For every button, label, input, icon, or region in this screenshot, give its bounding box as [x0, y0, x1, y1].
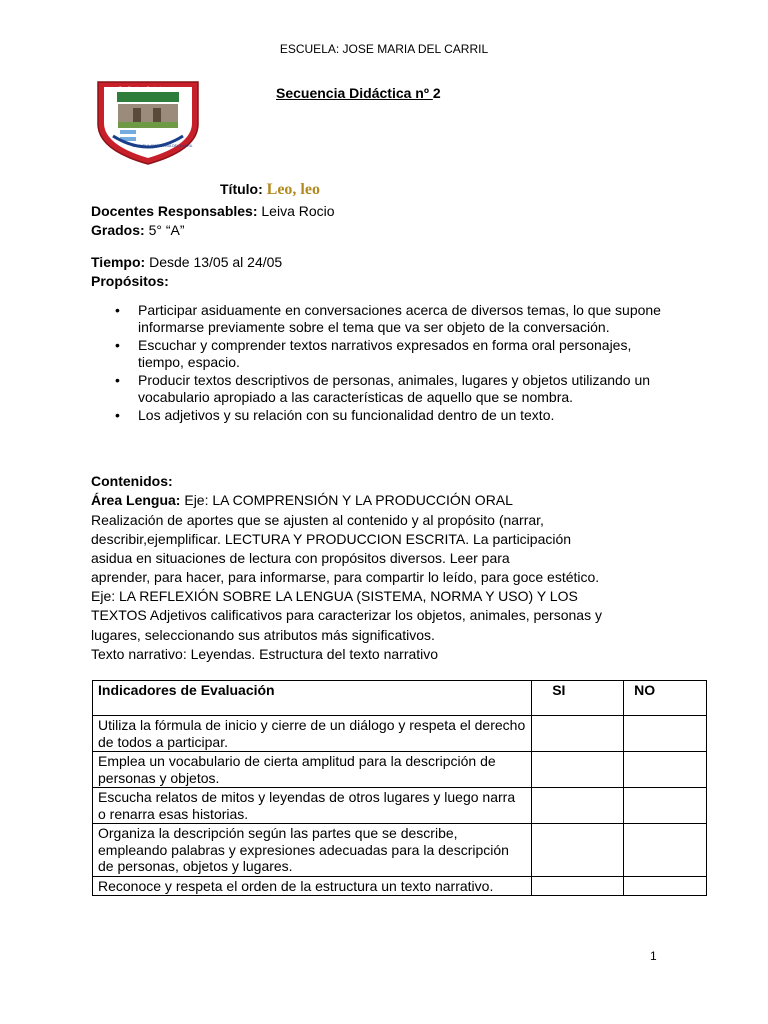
bullet-icon: • [115, 302, 120, 318]
contenidos-label: Contenidos: [91, 473, 173, 489]
header-no: NO [624, 681, 707, 716]
bullet-icon: • [115, 407, 120, 423]
proposito-text: Los adjetivos y su relación con su funcionalidad dentro de un texto. [138, 407, 555, 423]
table-row [93, 752, 707, 788]
table-row [93, 788, 707, 824]
table-row [93, 824, 707, 877]
si-cell [532, 788, 624, 824]
titulo-line [220, 181, 320, 199]
sequence-title-text: Secuencia Didáctica nº [276, 85, 433, 101]
grados-value: 5° “A” [144, 222, 185, 238]
area-label: Área Lengua: [91, 492, 181, 508]
header-indicadores: Indicadores de Evaluación [93, 681, 532, 716]
bullet-icon: • [115, 337, 120, 353]
proposito-text: Escuchar y comprender textos narrativos expresados en forma oral personajes, tiempo, espacio. [138, 337, 632, 370]
tiempo-line [91, 254, 282, 270]
contenidos-line: asidua en situaciones de lectura con propósitos diversos. Leer para [91, 550, 510, 567]
si-cell [532, 716, 624, 752]
tiempo-label: Tiempo: [91, 254, 146, 270]
area-lengua-line [91, 492, 513, 508]
proposito-text: Producir textos descriptivos de personas, animales, lugares y objetos utilizando un vocabulario apropiado a las características de aquello que se nombra. [138, 372, 651, 405]
grados-label: Grados: [91, 222, 145, 238]
logo-top-text: Tres Esquinas. Corrientes [119, 85, 166, 90]
no-cell [624, 824, 707, 877]
no-cell [624, 752, 707, 788]
proposito-text: Participar asiduamente en conversaciones acerca de diversos temas, lo que supone informarse previamente sobre el tema que va ser objeto de la conversación. [138, 302, 661, 335]
contenidos-line: lugares, seleccionando sus atributos más significativos. [91, 626, 435, 643]
si-cell [532, 752, 624, 788]
contenidos-line: aprender, para hacer, para informarse, para compartir lo leído, para goce estético. [91, 569, 600, 586]
table-row [93, 716, 707, 752]
list-item [114, 302, 674, 336]
tiempo-value: Desde 13/05 al 24/05 [145, 254, 283, 270]
indicador-cell: Emplea un vocabulario de cierta amplitud para la descripción de personas y objetos. [93, 752, 532, 788]
indicador-cell: Organiza la descripción según las partes que se describe, empleando palabras y expresiones adecuadas para la descripción de personas, objetos y lugares. [93, 824, 532, 877]
indicador-cell: Reconoce y respeta el orden de la estructura un texto narrativo. [93, 876, 532, 896]
indicador-cell: Escucha relatos de mitos y leyendas de otros lugares y luego narra o renarra esas historias. [93, 788, 532, 824]
propositos-label: Propósitos: [91, 273, 169, 289]
indicador-cell: Utiliza la fórmula de inicio y cierre de un diálogo y respeta el derecho de todos a participar. [93, 716, 532, 752]
contenidos-line: TEXTOS Adjetivos calificativos para caracterizar los objetos, animales, personas y [91, 607, 602, 624]
no-cell [624, 716, 707, 752]
contenidos-line: Realización de aportes que se ajusten al contenido y al propósito (narrar, [91, 512, 544, 528]
no-cell [624, 788, 707, 824]
no-cell [624, 876, 707, 896]
list-item [114, 407, 674, 424]
contenidos-line: Eje: LA REFLEXIÓN SOBRE LA LENGUA (SISTEMA, NORMA Y USO) Y LOS [91, 588, 578, 605]
grados-line [91, 222, 185, 238]
si-cell [532, 824, 624, 877]
bullet-icon: • [115, 372, 120, 388]
table-row [93, 876, 707, 896]
evaluation-table [92, 680, 707, 896]
list-item [114, 337, 674, 371]
sequence-title [276, 85, 441, 101]
school-logo [93, 78, 203, 166]
area-value: Eje: LA COMPRENSIÓN Y LA PRODUCCIÓN ORAL [180, 492, 513, 508]
school-header: ESCUELA: JOSE MARIA DEL CARRIL [279, 42, 489, 56]
propositos-list [114, 302, 674, 425]
si-cell [532, 876, 624, 896]
contenidos-body [91, 511, 671, 664]
logo-bottom-text: ESCUELA JOSÉ MARÍA DEL CARRIL [133, 144, 193, 148]
header-si: SI [532, 681, 624, 716]
docentes-label: Docentes Responsables: [91, 203, 258, 219]
page-number: 1 [650, 949, 657, 963]
table-header-row [93, 681, 707, 716]
contenidos-line: describir,ejemplificar. LECTURA Y PRODUCCION ESCRITA. La participación [91, 531, 572, 548]
titulo-label: Título: [220, 181, 267, 197]
titulo-value: Leo, leo [266, 181, 320, 198]
docentes-value: Leiva Rocio [257, 203, 335, 219]
docentes-line [91, 203, 335, 219]
list-item [114, 372, 674, 406]
sequence-number: 2 [432, 85, 441, 101]
contenidos-line: Texto narrativo: Leyendas. Estructura del texto narrativo [91, 645, 439, 662]
